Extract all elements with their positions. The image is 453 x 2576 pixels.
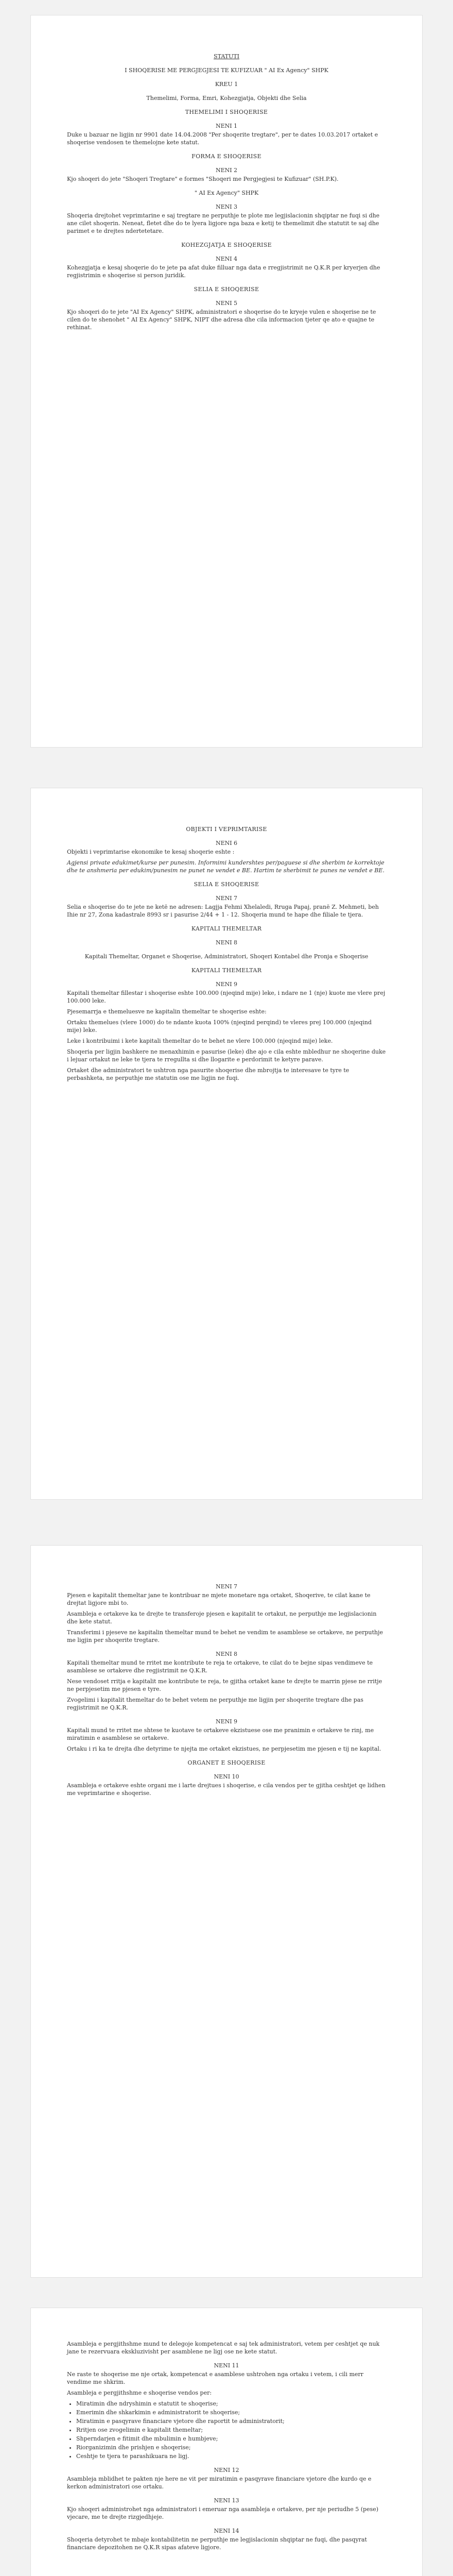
founding-heading: THEMELIMI I SHOQERISE xyxy=(185,109,268,115)
seat-heading: SELIA E SHOQERISE xyxy=(194,286,259,293)
page-2-content xyxy=(67,819,386,1085)
statute-page-2 xyxy=(31,788,422,1499)
article-10-continued: Asambleja e pergjithshme mund te delegoje kompetencat e saj tek administratori, vetem per ceshtjet qe nuk jane te rezervuara ekskluzivisht per asamblene ne ligj ose ne kete statut. xyxy=(67,2341,380,2355)
article-10-heading: NENI 10 xyxy=(214,1773,239,1780)
chapter-1-subheading: Themelimi, Forma, Emri, Kohezgjatja, Objekti dhe Selia xyxy=(146,95,307,101)
article-7b-text-3: Transferimi i pjeseve ne kapitalin themeltar mund te behet ne vendim te asamblese se ortakeve, ne perputhje me ligjin per shoqerite tregtare. xyxy=(67,1629,383,1643)
article-9b-heading: NENI 9 xyxy=(215,1718,238,1725)
activity-heading: OBJEKTI I VEPRIMTARISE xyxy=(186,826,267,833)
article-9-text-5: Shoqeria per ligjin bashkere ne menaxhimin e pasurise (leke) dhe ajo e cila eshte mbledhur ne shoqerine duke i lejuar ortakut ne leke te tjera te rregullta si dhe llogarite e perdorimit te ketyre parave. xyxy=(67,1048,386,1063)
capital-heading-2: KAPITALI THEMELTAR xyxy=(191,967,262,974)
article-5-heading: NENI 5 xyxy=(215,300,238,307)
article-8b-text-3: Zvogelimi i kapitalit themeltar do te behet vetem ne perputhje me ligjin per shoqerite tregtare dhe pas regjistrimit ne Q.K.R. xyxy=(67,1697,363,1711)
list-item: • Ceshtje te tjera te parashikuara ne ligj. xyxy=(76,2452,386,2460)
article-14-heading: NENI 14 xyxy=(214,2528,239,2534)
list-item: • Emerimin dhe shkarkimin e administratorit te shoqerise; xyxy=(76,2409,386,2416)
article-8-heading: NENI 8 xyxy=(215,939,238,946)
article-3-text: Shoqeria drejtohet veprimtarine e saj tregtare ne perputhje te plote me legjislacionin shqiptar ne fuqi si dhe ane cilet shoqerin. Neneat, fletet dhe do te lyera ligjore nga baza e ketij te themelimit dhe statutit te saj dhe parimet e te drejtes ndertetetare. xyxy=(67,212,380,234)
organs-heading: ORGANET E SHOQERISE xyxy=(187,1759,266,1766)
article-2-heading: NENI 2 xyxy=(215,167,238,174)
article-10-text: Asambleja e ortakeve eshte organi me i larte drejtues i shoqerise, e cila vendos per te gjitha ceshtjet qe lidhen me veprimtarine e shoqerise. xyxy=(67,1782,386,1797)
article-9b-text-1: Kapitali mund te rritet me shtese te kuotave te ortakeve ekzistuese ose me pranimin e ortakeve te rinj, me miratimin e asamblese se ortakeve. xyxy=(67,1727,374,1741)
article-14-text: Shoqeria detyrohet te mbaje kontabilitetin ne perputhje me legjislacionin shqiptar ne fuqi, dhe pasqyrat financiare depozitohen ne Q.K.R sipas afateve ligjore. xyxy=(67,2536,367,2551)
article-5-text: Kjo shoqeri do te jete "AI Ex Agency" SHPK, administratori e shoqerise do te kryeje vulen e shoqerise ne te cilen do te shenohet " AI Ex Agency" SHPK, NIPT dhe adresa dhe cila informacion tjeter qe ato e quajne te rethinat. xyxy=(67,309,376,331)
list-item: • Riorganizimin dhe prishjen e shoqerise; xyxy=(76,2444,386,2451)
capital-subheading: Kapitali Themeltar, Organet e Shoqerise, Administratori, Shoqeri Kontabel dhe Pronja e Shoqerise xyxy=(84,953,369,960)
statute-page-3 xyxy=(31,1546,422,2277)
article-7b-text-1: Pjesen e kapitalit themeltar jane te kontribuar ne mjete monetare nga ortaket, Shoqerive, te cilat kane te drejtat ligjore mbi to. xyxy=(67,1592,371,1606)
company-heading: I SHOQERISE ME PERGJEGJESI TE KUFIZUAR " AI Ex Agency" SHPK xyxy=(125,67,328,74)
article-1-heading: NENI 1 xyxy=(215,123,238,129)
article-4-text: Kohezgjatja e kesaj shoqerie do te jete pa afat duke filluar nga data e rregjistrimit ne Q.K.R per kryerjen dhe regjistrimin e shoqerise si person juridik. xyxy=(67,264,380,279)
article-7b-text-2: Asambleja e ortakeve ka te drejte te transferoje pjesen e kapitalit te ortakut, ne perputhje me legjislacionin dhe kete statut. xyxy=(67,1611,377,1625)
article-1-text: Duke u bazuar ne ligjin nr 9901 date 14.04.2008 "Per shoqerite tregtare", per te dates 10.03.2017 ortaket e shoqerise vendosen te themelojne kete statut. xyxy=(67,131,378,146)
article-3-heading: NENI 3 xyxy=(215,204,238,210)
article-12-heading: NENI 12 xyxy=(214,2467,239,2473)
company-name-line: " AI Ex Agency" SHPK xyxy=(194,190,259,196)
statute-page-1 xyxy=(31,15,422,747)
article-12-text: Asambleja mblidhet te pakten nje here ne vit per miratimin e pasqyrave financiare vjetore dhe kurdo qe e kerkon administratori ose ortaku. xyxy=(67,2476,372,2490)
article-11-lead: Asambleja e pergjithshme e shoqerise vendos per: xyxy=(67,2389,212,2396)
article-7-text: Selia e shoqerise do te jete ne ketë ne adresen: Lagjja Fehmi Xhelaledi, Rruga Papaj, pranë Z. Mehmeti, beh Ihie nr 27, Zona kadastrale 8993 sr i pasurise 2/44 + 1 - 12. Shoqeria mund te hape dhe filiale te tjera. xyxy=(67,904,379,918)
article-13-heading: NENI 13 xyxy=(214,2497,239,2504)
article-11-heading: NENI 11 xyxy=(214,2362,239,2369)
article-8b-text-2: Nese vendoset rritja e kapitalit me kontribute te reja, te gjitha ortaket kane te drejte te marrin pjese ne rritje ne perpjesetim me pjesen e tyre. xyxy=(67,1678,382,1692)
article-8b-heading: NENI 8 xyxy=(215,1651,238,1657)
article-9b-text-2: Ortaku i ri ka te drejta dhe detyrime te njejta me ortaket ekzistues, ne perpjesetim me pjesen e tij ne kapital. xyxy=(67,1745,381,1752)
article-2-text: Kjo shoqeri do jete "Shoqeri Tregtare" e formes "Shoqeri me Pergjegjesi te Kufizuar" (SH.P.K). xyxy=(67,176,339,182)
article-9-heading: NENI 9 xyxy=(215,981,238,988)
page-4-content xyxy=(67,2339,386,2554)
list-item: • Miratimin e pasqyrave financiare vjetore dhe raportit te administratorit; xyxy=(76,2417,386,2425)
form-heading: FORMA E SHOQERISE xyxy=(191,153,262,160)
article-7b-heading: NENI 7 xyxy=(215,1583,238,1590)
article-8b-text-1: Kapitali themeltar mund te rritet me kontribute te reja te ortakeve, te cilat do te bejne sipas vendimeve te asamblese se ortakeve dhe regjistrimit ne Q.K.R. xyxy=(67,1659,373,1674)
article-9-text-3: Ortaku themelues (vlere 1000) do te ndante kuota 100% (njeqind perqind) te vleres prej 100.000 (njeqind mije) leke. xyxy=(67,1019,372,1033)
statute-page-4 xyxy=(31,2308,422,2576)
list-item: • Miratimin dhe ndryshimin e statutit te shoqerise; xyxy=(76,2400,386,2408)
article-9-text-4: Leke i kontribuimi i kete kapitali themeltar do te behet ne vlere 100.000 (njeqind mije) leke. xyxy=(67,1038,333,1044)
duration-heading: KOHEZGJATJA E SHOQERISE xyxy=(181,242,272,248)
chapter-1-heading: KREU 1 xyxy=(215,81,238,88)
article-4-heading: NENI 4 xyxy=(215,256,238,262)
page-3-content xyxy=(67,1577,386,1800)
article-6-text: Agjensi private edukimet/kurse per punesim. Informimi kundershtes per/paguese si dhe sherbim te korrektoje dhe te anshmeria per edukim/punesim ne punet ne vendet e BE. Hartim te sherbimit te punes ne vendet e BE. xyxy=(67,859,385,874)
capital-heading: KAPITALI THEMELTAR xyxy=(191,925,262,932)
article-11-text: Ne raste te shoqerise me nje ortak, kompetencat e asamblese ushtrohen nga ortaku i vetem, i cili merr vendime me shkrim. xyxy=(67,2371,363,2385)
list-item: • Shperndarjen e fitimit dhe mbulimin e humbjeve; xyxy=(76,2435,386,2443)
article-6-lead: Objekti i veprimtarise ekonomike te kesaj shoqerie eshte : xyxy=(67,849,235,855)
list-item: • Rritjen ose zvogelimin e kapitalit themeltar; xyxy=(76,2426,386,2434)
article-9-text-6: Ortaket dhe administratori te ushtron nga pasurite shoqerise dhe mbrojtja te interesave te tyre te perbashketa, ne perputhje me statutin ose me ligjin ne fuqi. xyxy=(67,1067,350,1081)
article-6-heading: NENI 6 xyxy=(215,840,238,846)
article-13-text: Kjo shoqeri administrohet nga administratori i emeruar nga asambleja e ortakeve, per nje periudhe 5 (pese) vjecare, me te drejte rizgjedhjeje. xyxy=(67,2506,378,2520)
page-1-content xyxy=(67,46,386,334)
statute-title: STATUTI xyxy=(214,53,239,60)
article-7-heading: NENI 7 xyxy=(215,895,238,902)
article-9-text-1: Kapitali themeltar fillestar i shoqerise eshte 100.000 (njeqind mije) leke, i ndare ne 1 (nje) kuote me vlere prej 100.000 leke. xyxy=(67,990,386,1004)
assembly-powers-list xyxy=(67,2400,386,2460)
article-9-text-2: Pjesemarrja e themeluesve ne kapitalin themeltar te shoqerise eshte: xyxy=(67,1008,267,1015)
seat-heading-2: SELIA E SHOQERISE xyxy=(194,881,259,888)
